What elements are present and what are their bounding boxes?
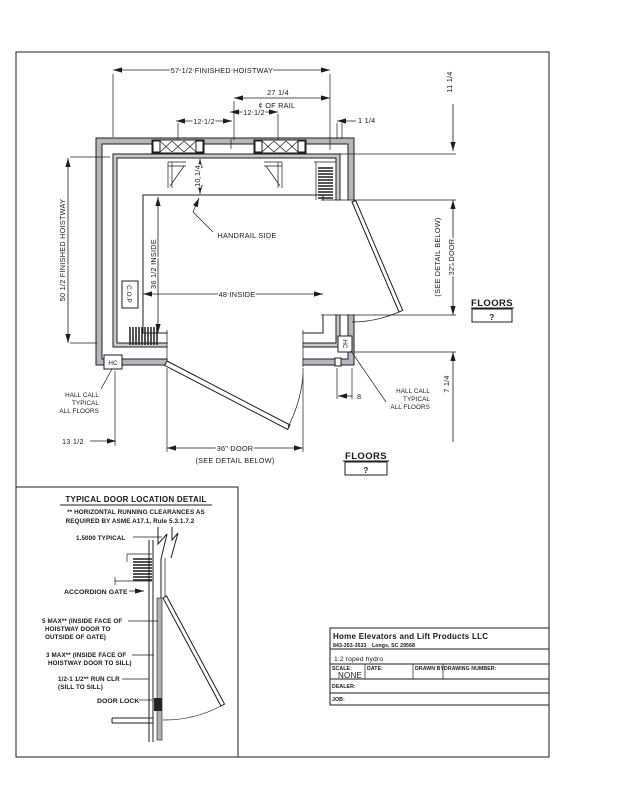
scale-label: SCALE: xyxy=(332,666,352,672)
floors-right-value: ? xyxy=(489,313,495,322)
door-strike xyxy=(335,358,341,366)
hall-call-right-3: ALL FLOORS xyxy=(390,404,430,411)
floors-right-label: FLOORS xyxy=(471,298,513,309)
dim-left-offset: 13 1/2 xyxy=(62,437,84,446)
detail-title: TYPICAL DOOR LOCATION DETAIL xyxy=(65,495,207,504)
max-sill-2: HOISTWAY DOOR TO SILL) xyxy=(48,660,132,667)
hall-call-right-1: HALL CALL xyxy=(396,388,430,395)
sill xyxy=(112,718,153,723)
max-gate-2: HOISTWAY DOOR TO xyxy=(45,626,111,633)
hoistway-plan xyxy=(96,138,403,429)
title-block xyxy=(330,628,549,705)
dim-sill-right: 7 1/4 xyxy=(442,375,451,393)
job-label: JOB: xyxy=(332,697,345,703)
door-lock-label: DOOR LOCK xyxy=(97,698,140,705)
detail-note-2: REQUIRED BY ASME A17.1, Rule 5.3.1.7.2 xyxy=(65,518,195,525)
gate-thickness-label: 1.5000 TYPICAL xyxy=(76,535,126,542)
hall-call-right-2: TYPICAL xyxy=(403,396,430,403)
dim-bracket-right: 12 1/2 xyxy=(243,108,265,117)
hall-call-left-2: TYPICAL xyxy=(72,400,99,407)
bottom-door-leaf xyxy=(165,361,290,429)
dim-door-bottom: 36" DOOR xyxy=(216,444,254,453)
dim-gate-clear: 8 xyxy=(357,392,362,401)
company-phone: 843-353-3533 xyxy=(333,643,367,649)
run-clearance-2: (SILL TO SILL) xyxy=(58,684,103,691)
door-right-note: (SEE DETAIL BELOW) xyxy=(433,217,442,297)
hall-call-left-3: ALL FLOORS xyxy=(59,408,99,415)
dim-corner: 1 1/4 xyxy=(358,116,376,125)
dim-bracket-left: 12 1/2 xyxy=(193,117,215,126)
door-detail xyxy=(16,487,238,757)
scale-value: NONE xyxy=(338,671,363,680)
detail-door-arc xyxy=(163,706,221,720)
detail-door-leaf xyxy=(163,596,225,706)
floors-tag-bottom xyxy=(343,451,389,475)
dealer-label: DEALER: xyxy=(332,684,356,690)
dim-finished-width: 57 1/2 FINISHED HOISTWAY xyxy=(170,66,274,75)
company-address: Longs, SC 29568 xyxy=(372,643,416,649)
drawing-number-label: DRAWING NUMBER: xyxy=(444,666,497,672)
max-gate-1: 5 MAX** (INSIDE FACE OF xyxy=(42,618,123,625)
hall-call-left-1: HALL CALL xyxy=(65,392,99,399)
rail-bracket-right xyxy=(254,140,306,153)
dim-inside-depth: 36 1/2 INSIDE xyxy=(149,239,158,289)
door-bottom-note: (SEE DETAIL BELOW) xyxy=(195,456,275,465)
dim-door-right: 32" DOOR xyxy=(447,238,456,276)
company-name: Home Elevators and Lift Products LLC xyxy=(333,632,489,641)
drawing-description: 1:2 roped hydro xyxy=(334,656,384,663)
cop-label: C.O.P xyxy=(125,285,132,303)
handrail-side-label: HANDRAIL SIDE xyxy=(217,231,277,240)
dim-finished-depth: 50 1/2 FINISHED HOISTWAY xyxy=(58,198,67,302)
drawn-by-label: DRAWN BY: xyxy=(415,666,446,672)
floors-bottom-label: FLOORS xyxy=(345,451,387,462)
door-closed-position xyxy=(157,598,162,740)
hc-left-label: HC xyxy=(108,360,118,367)
dim-handrail: 10 1/4 xyxy=(193,165,202,187)
max-sill-1: 3 MAX** (INSIDE FACE OF xyxy=(46,652,127,659)
door-lock-block xyxy=(154,698,162,711)
rail-bracket-left xyxy=(152,140,204,153)
bottom-door-swing-arc xyxy=(288,375,303,427)
cab-interior xyxy=(143,195,323,333)
rail-centerline-label: ¢ OF RAIL xyxy=(258,101,296,110)
detail-note-1: ** HORIZONTAL RUNNING CLEARANCES AS xyxy=(67,509,205,516)
wall-break-2 xyxy=(171,527,178,558)
wall-break xyxy=(158,527,167,600)
floors-bottom-value: ? xyxy=(363,466,369,475)
accordion-gate-label: ACCORDION GATE xyxy=(64,589,128,596)
right-door-swing-arc xyxy=(352,312,399,322)
dim-rail-offset: 27 1/4 xyxy=(267,88,289,97)
dim-right-top: 11 1/4 xyxy=(445,71,454,93)
right-door-leaf xyxy=(352,200,403,312)
date-label: DATE: xyxy=(367,666,383,672)
run-clearance-1: 1/2-1 1/2** RUN CLR xyxy=(58,676,120,683)
dim-inside-width: 48 INSIDE xyxy=(218,290,256,299)
hc-right-label: HC xyxy=(341,339,348,349)
floors-tag-right xyxy=(471,298,514,322)
max-gate-3: OUTSIDE OF GATE) xyxy=(45,634,106,641)
